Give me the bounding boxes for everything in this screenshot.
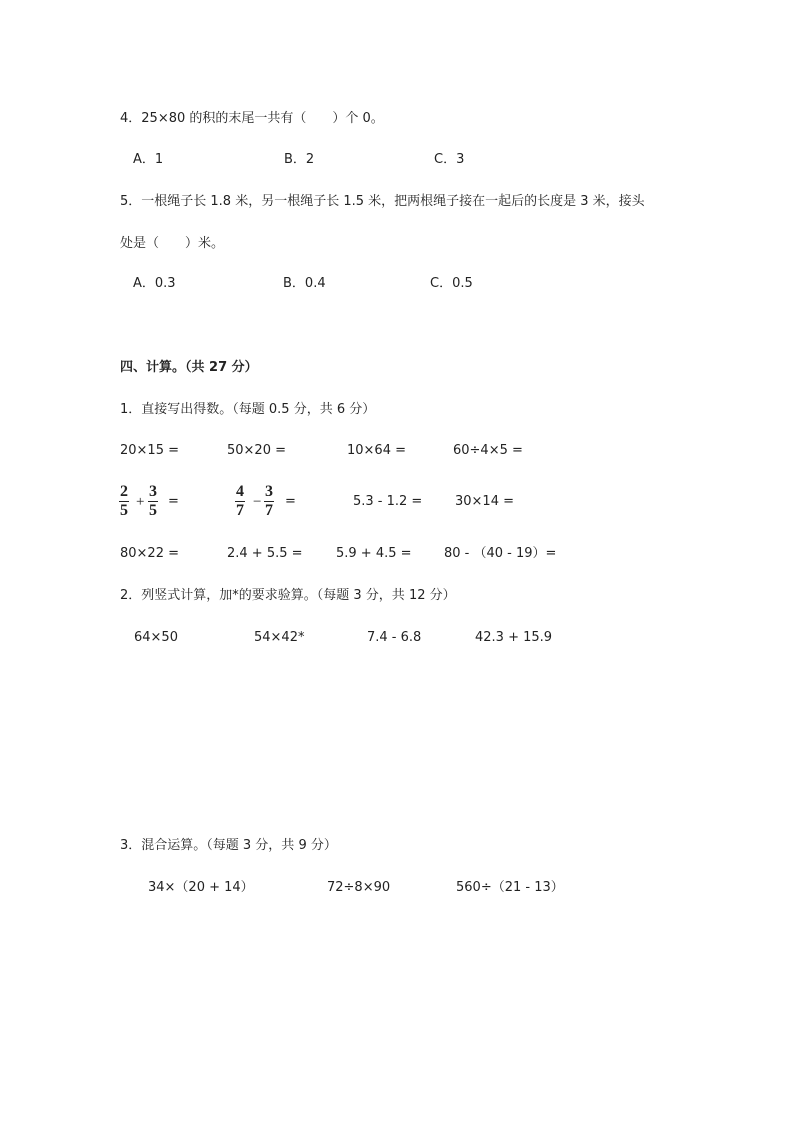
mixed-calc-item: 34×（20 + 14） [148, 880, 254, 895]
fraction-denominator: 5 [149, 502, 157, 519]
calc-item: 20×15 = [120, 443, 180, 458]
question-5-stem-line1: 5．一根绳子长 1.8 米，另一根绳子长 1.5 米，把两根绳子接在一起后的长度是 3 米，接头 [120, 194, 645, 209]
q5-option-c: C．0.5 [430, 276, 473, 291]
vertical-calc-item: 64×50 [134, 630, 178, 645]
calc-item: 2.4 + 5.5 = [227, 546, 303, 561]
vertical-calc-item: 7.4 - 6.8 [367, 630, 422, 645]
fraction-denominator: 7 [236, 502, 244, 519]
fraction-denominator: 7 [265, 502, 273, 519]
calc-item: 30×14 = [455, 494, 515, 509]
fraction-4-7 [235, 483, 245, 520]
vertical-calc-item: 42.3 + 15.9 [475, 630, 553, 645]
fraction-3-7 [264, 483, 274, 520]
calc-item: 60÷4×5 = [453, 443, 523, 458]
fraction-numerator: 3 [265, 483, 273, 500]
fraction-2-5 [119, 483, 129, 520]
calc-item: 10×64 = [347, 443, 407, 458]
q5-option-a: A．0.3 [133, 276, 176, 291]
calc-item: 80 - （40 - 19）= [444, 546, 557, 561]
part-3-title: 3．混合运算。（每题 3 分，共 9 分） [120, 838, 337, 853]
calc-item: 80×22 = [120, 546, 180, 561]
calc-item: 5.3 - 1.2 = [353, 494, 423, 509]
plus-sign: + [136, 494, 145, 510]
q4-option-c: C．3 [434, 152, 465, 167]
fraction-3-5 [148, 483, 158, 520]
calc-item: 5.9 + 4.5 = [336, 546, 412, 561]
vertical-calc-item: 54×42* [254, 630, 305, 645]
question-4-stem: 4．25×80 的积的末尾一共有（ ）个 0。 [120, 111, 384, 126]
q5-option-b: B．0.4 [283, 276, 326, 291]
section-4-title: 四、计算。（共 27 分） [120, 360, 258, 375]
part-1-title: 1．直接写出得数。（每题 0.5 分，共 6 分） [120, 402, 376, 417]
minus-sign: − [253, 494, 262, 510]
part-2-title: 2．列竖式计算，加*的要求验算。（每题 3 分，共 12 分） [120, 588, 456, 603]
mixed-calc-item: 560÷（21 - 13） [456, 880, 564, 895]
q4-option-a: A．1 [133, 152, 164, 167]
fraction-numerator: 2 [120, 483, 128, 500]
fraction-denominator: 5 [120, 502, 128, 519]
fraction-numerator: 3 [149, 483, 157, 500]
q4-option-b: B．2 [284, 152, 315, 167]
equals-sign: = [168, 494, 179, 509]
fraction-numerator: 4 [236, 483, 244, 500]
equals-sign: = [285, 494, 296, 509]
mixed-calc-item: 72÷8×90 [327, 880, 391, 895]
calc-item: 50×20 = [227, 443, 287, 458]
question-5-stem-line2: 处是（ ）米。 [120, 236, 225, 251]
